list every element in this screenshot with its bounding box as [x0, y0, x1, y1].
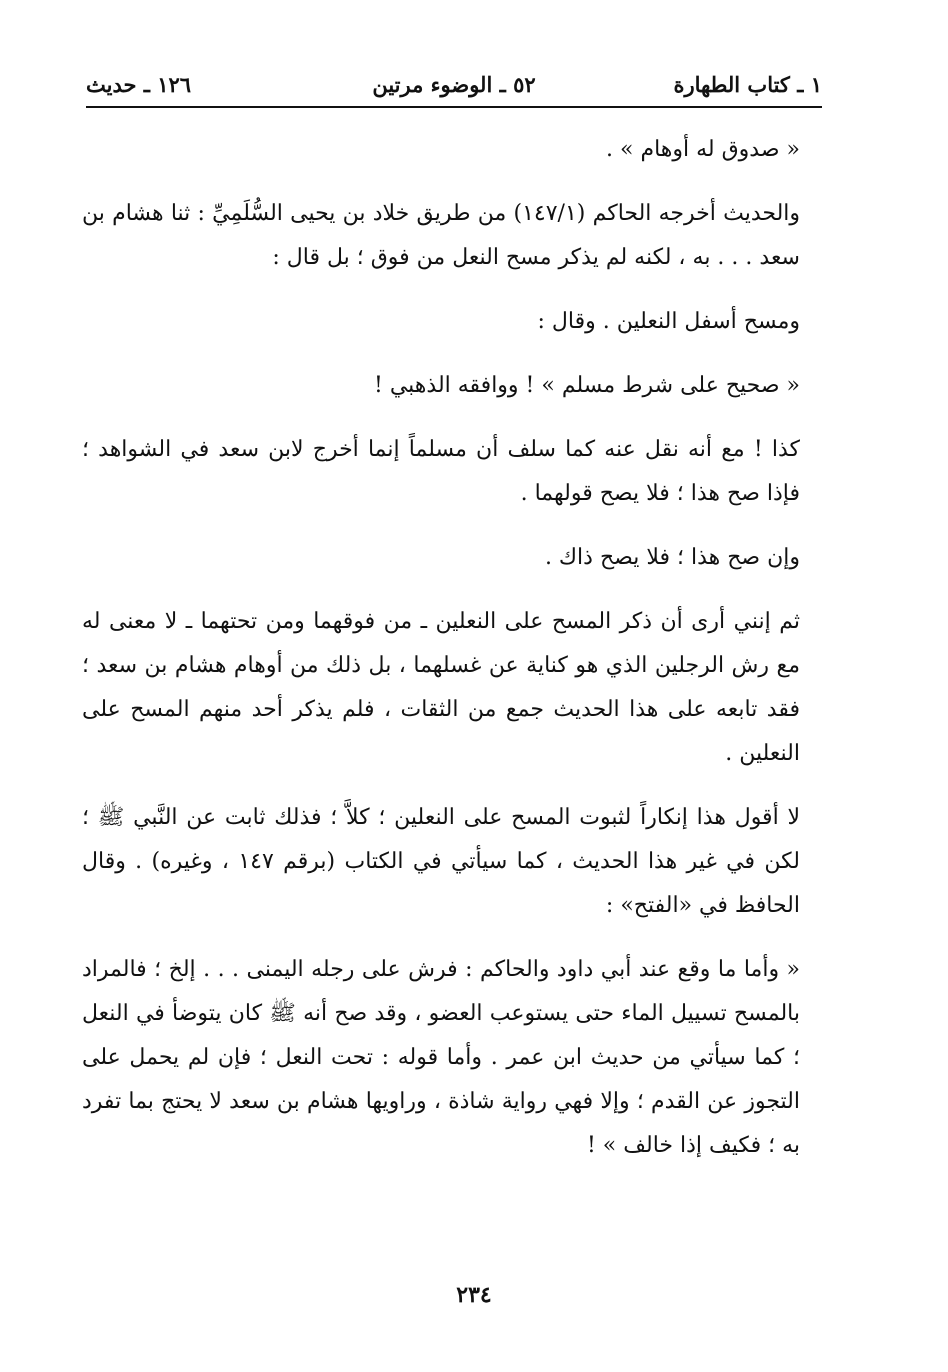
paragraph-hakim-takhrij: والحديث أخرجه الحاكم (١٤٧/١) من طريق خلاد بن يحيى السُّلَمِيِّ : ثنا هشام بن سعد . . . به ، لكنه لم يذكر مسح النعل من فوق ؛ بل قال :: [82, 201, 801, 270]
paragraph-quote-saduq: « صدوق له أوهام » .: [606, 137, 800, 162]
paragraph-sahih-quote: « صحيح على شرط مسلم » ! ووافقه الذهبي !: [373, 373, 800, 398]
paragraph-masah-asfal: ومسح أسفل النعلين . وقال :: [537, 309, 800, 334]
paragraph-in-sahha: وإن صح هذا ؛ فلا يصح ذاك .: [544, 545, 800, 570]
page-number: ٢٣٤: [456, 1282, 492, 1308]
paragraph-thumma-inni: ثم إنني أرى أن ذكر المسح على النعلين ـ من فوقهما ومن تحتهما ـ لا معنى له مع رش الرجلين الذي هو كناية عن غسلهما ، بل ذلك من أوهام هشام بن سعد ؛ فقد تابعه على هذا الحديث جمع من الثقات ، فلم يذكر أحد منهم المسح على النعلين .: [82, 609, 800, 766]
paragraph-la-aqulu: لا أقول هذا إنكاراً لثبوت المسح على النعلين ؛ كلاَّ ؛ فذلك ثابت عن النَّبي ﷺ ؛ لكن في غير هذا الحديث ، كما سيأتي في الكتاب (برقم ١٤٧ ، وغيره) . وقال الحافظ في «الفتح» :: [82, 805, 800, 918]
header-chapter-title: ٥٢ ـ الوضوء مرتين: [372, 72, 536, 97]
header-divider: [86, 106, 822, 108]
header-book-title: ١ ـ كتاب الطهارة: [673, 72, 822, 97]
running-header: [86, 72, 822, 104]
header-hadith-number: ١٢٦ ـ حديث: [86, 72, 192, 97]
main-text: [82, 128, 822, 1188]
paragraph-fath-quote: « وأما ما وقع عند أبي داود والحاكم : فرش على رجله اليمنى . . . إلخ ؛ فالمراد بالمسح تسييل الماء حتى يستوعب العضو ، وقد صح أنه ﷺ كان يتوضأ في النعل ؛ كما سيأتي من حديث ابن عمر . وأما قوله : تحت النعل ؛ فإن لم يحمل على التجوز عن القدم ؛ وإلا فهي رواية شاذة ، وراويها هشام بن سعد لا يحتج بما تفرد به ؛ فكيف إذا خالف » !: [82, 957, 800, 1158]
paragraph-kadha: كذا ! مع أنه نقل عنه كما سلف أن مسلماً إنما أخرج لابن سعد في الشواهد ؛ فإذا صح هذا ؛ فلا يصح قولهما .: [82, 437, 800, 506]
